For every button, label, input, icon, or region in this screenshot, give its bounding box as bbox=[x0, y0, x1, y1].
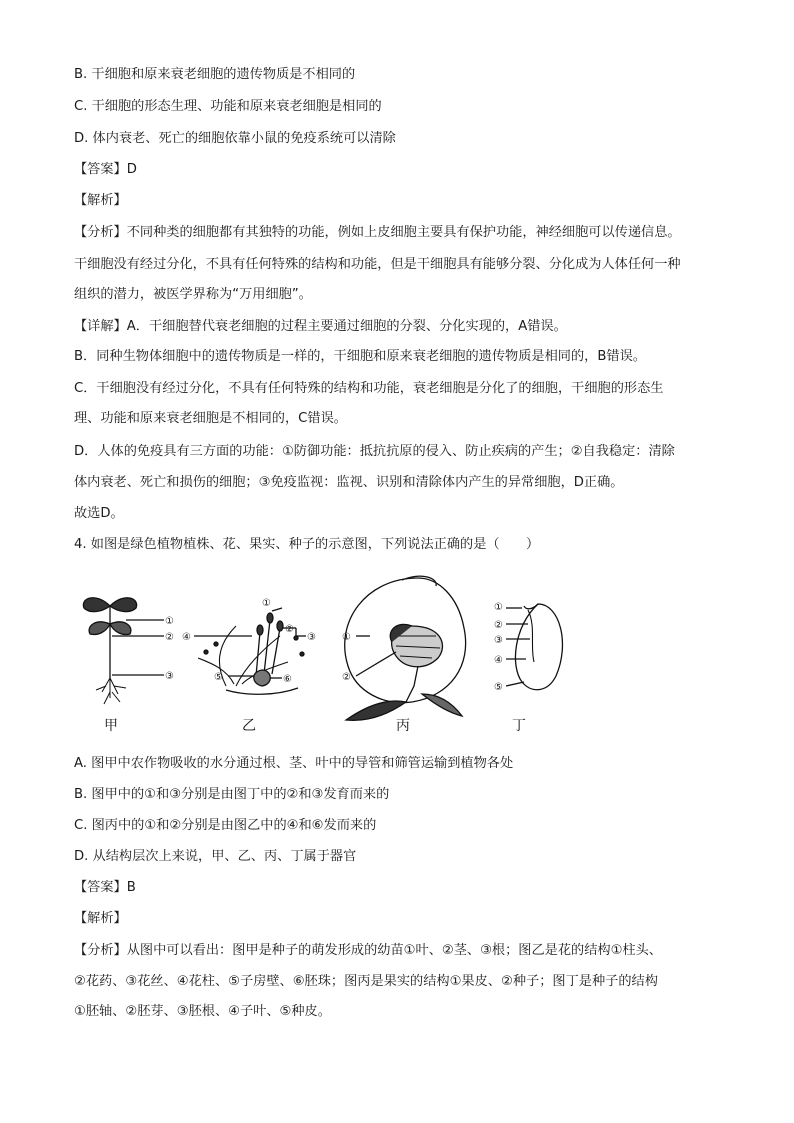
q4-analysis-label: 【解析】 bbox=[74, 911, 127, 926]
yi-label-2: ② bbox=[285, 624, 294, 635]
question-4-stem: 4. 如图是绿色植物植株、花、果实、种子的示意图，下列说法正确的是（ ） bbox=[74, 537, 540, 552]
analysis-line-1: 【分析】不同种类的细胞都有其独特的功能，例如上皮细胞主要具有保护功能，神经细胞可以传递信息。 bbox=[74, 225, 681, 240]
conclusion-line: 故选D。 bbox=[74, 506, 124, 521]
option-b-text: B. 干细胞和原来衰老细胞的遗传物质是不相同的 bbox=[74, 67, 356, 82]
detail-line-c2: 理、功能和原来衰老细胞是不相同的，C错误。 bbox=[74, 411, 347, 426]
caption-bing: 丙 bbox=[396, 718, 410, 734]
yi-label-1: ① bbox=[262, 598, 271, 609]
q4-option-c: C. 图丙中的①和②分别是由图乙中的④和⑥发而来的 bbox=[74, 818, 377, 833]
fruit-drawing bbox=[345, 576, 466, 720]
option-d-text: D. 体内衰老、死亡的细胞依靠小鼠的免疫系统可以清除 bbox=[74, 131, 396, 146]
analysis-line-3: 组织的潜力，被医学界称为“万用细胞”。 bbox=[74, 287, 312, 302]
bing-label-2: ② bbox=[342, 672, 351, 683]
jia-label-1: ① bbox=[165, 616, 174, 627]
ding-label-5: ⑤ bbox=[494, 682, 503, 693]
jia-label-3: ③ bbox=[165, 671, 174, 682]
ding-label-3: ③ bbox=[494, 635, 503, 646]
detail-line-c1: C．干细胞没有经过分化，不具有任何特殊的结构和功能，衰老细胞是分化了的细胞，干细胞的形态生 bbox=[74, 381, 664, 396]
q4-option-b: B. 图甲中的①和③分别是由图丁中的②和③发育而来的 bbox=[74, 787, 390, 802]
seedling-drawing bbox=[83, 598, 164, 704]
yi-label-4: ④ bbox=[182, 632, 191, 643]
analysis-label: 【解析】 bbox=[74, 193, 127, 208]
q4-analysis-line-1: 【分析】从图中可以看出：图甲是种子的萌发形成的幼苗①叶、②茎、③根；图乙是花的结构①柱头、 bbox=[74, 943, 662, 958]
q4-option-d: D. 从结构层次上来说，甲、乙、丙、丁属于器官 bbox=[74, 849, 357, 864]
caption-ding: 丁 bbox=[512, 718, 526, 734]
q4-analysis-line-3: ①胚轴、②胚芽、③胚根、④子叶、⑤种皮。 bbox=[74, 1004, 331, 1019]
plant-diagram bbox=[66, 566, 566, 738]
option-c-text: C. 干细胞的形态生理、功能和原来衰老细胞是相同的 bbox=[74, 99, 382, 114]
detail-line-d1: D．人体的免疫具有三方面的功能：①防御功能：抵抗抗原的侵入、防止疾病的产生；②自我稳定：清除 bbox=[74, 444, 675, 459]
yi-label-5: ⑤ bbox=[214, 672, 223, 683]
detail-line-b: B．同种生物体细胞中的遗传物质是一样的，干细胞和原来衰老细胞的遗传物质是相同的，B错误。 bbox=[74, 349, 646, 364]
bing-label-1: ① bbox=[342, 632, 351, 643]
yi-label-6: ⑥ bbox=[283, 674, 292, 685]
yi-label-3: ③ bbox=[307, 632, 316, 643]
analysis-line-2: 干细胞没有经过分化，不具有任何特殊的结构和功能，但是干细胞具有能够分裂、分化成为人体任何一种 bbox=[74, 257, 681, 272]
jia-label-2: ② bbox=[165, 632, 174, 643]
ding-label-4: ④ bbox=[494, 655, 503, 666]
answer-label: 【答案】D bbox=[74, 162, 137, 177]
detail-line-d2: 体内衰老、死亡和损伤的细胞；③免疫监视：监视、识别和清除体内产生的异常细胞，D正确。 bbox=[74, 475, 624, 490]
q4-answer-label: 【答案】B bbox=[74, 880, 136, 895]
q4-option-a: A. 图甲中农作物吸收的水分通过根、茎、叶中的导管和筛管运输到植物各处 bbox=[74, 756, 514, 771]
ding-label-2: ② bbox=[494, 620, 503, 631]
q4-analysis-line-2: ②花药、③花丝、④花柱、⑤子房壁、⑥胚珠；图丙是果实的结构①果皮、②种子；图丁是种子的结构 bbox=[74, 974, 658, 989]
caption-jia: 甲 bbox=[104, 718, 118, 734]
seed-drawing bbox=[506, 604, 562, 690]
ding-label-1: ① bbox=[494, 602, 503, 613]
detail-line-a: 【详解】A．干细胞替代衰老细胞的过程主要通过细胞的分裂、分化实现的，A错误。 bbox=[74, 319, 567, 334]
caption-yi: 乙 bbox=[242, 718, 256, 734]
